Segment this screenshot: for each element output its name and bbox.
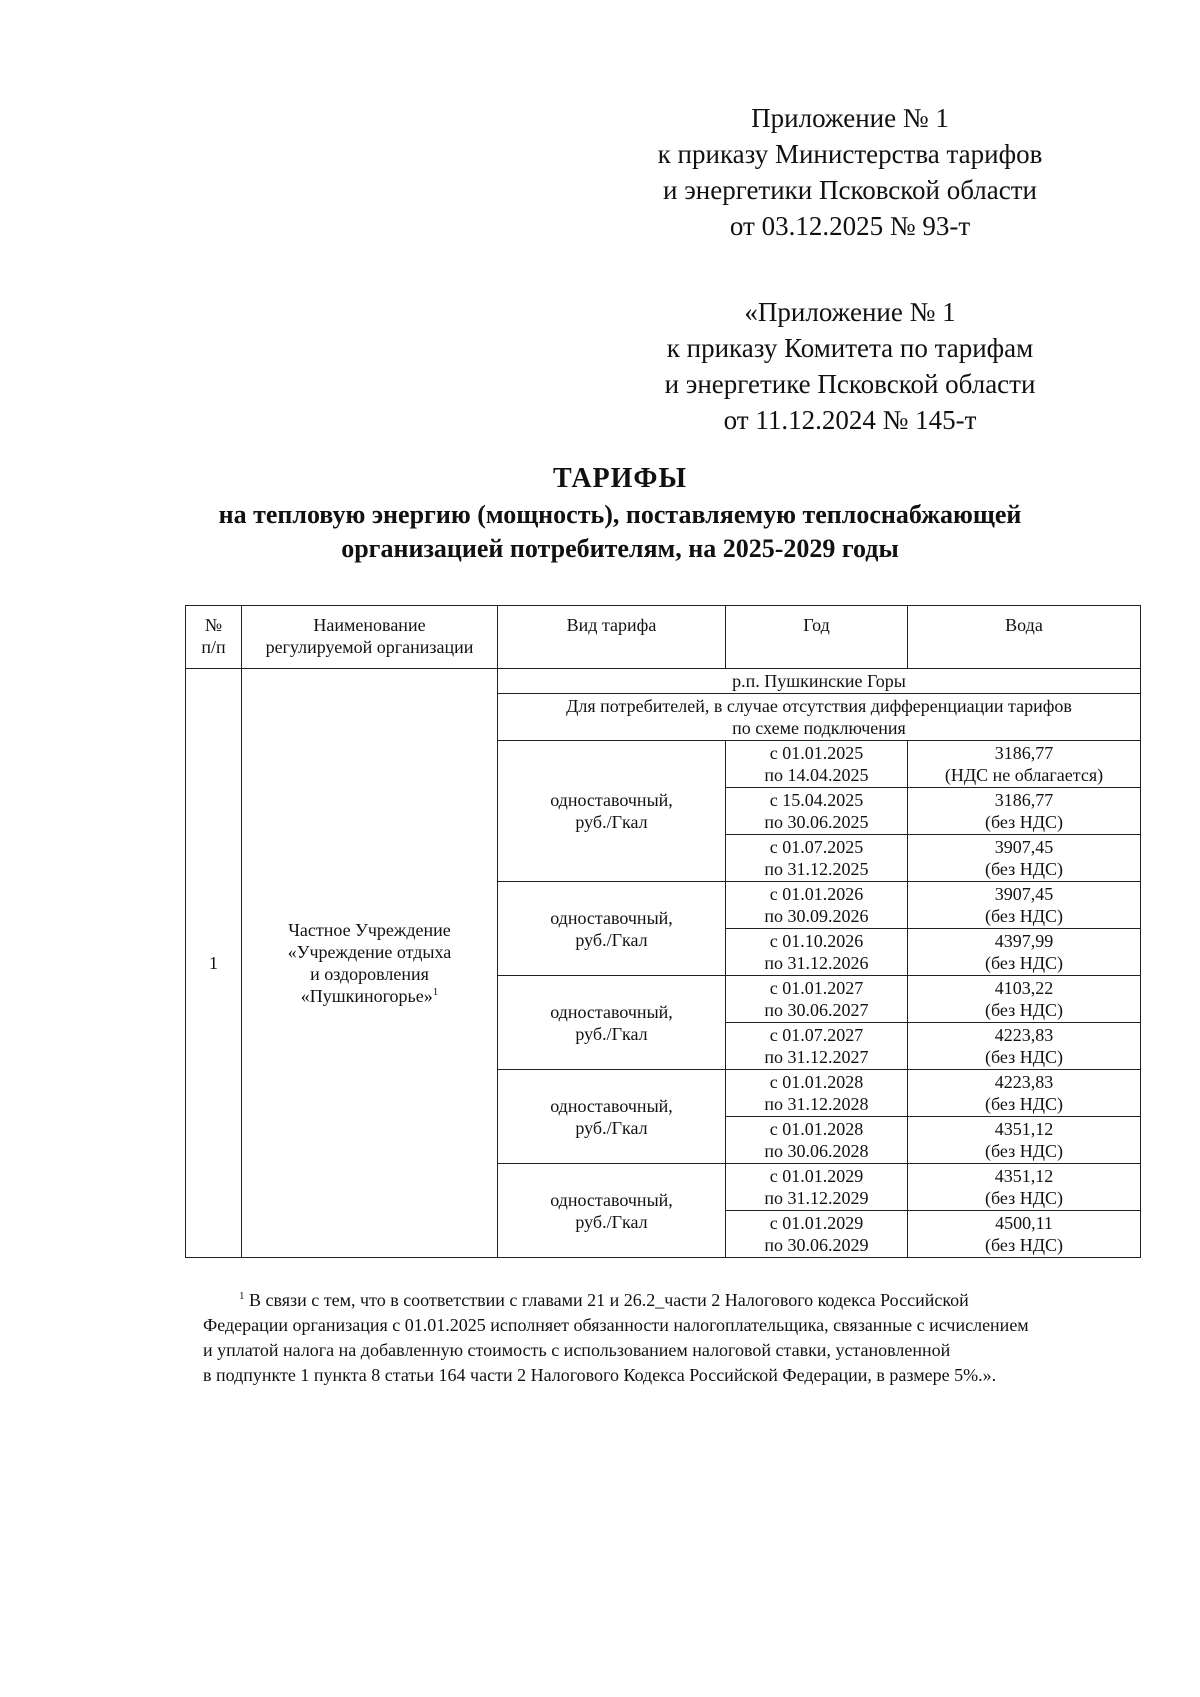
org-line3: и оздоровления bbox=[310, 964, 429, 984]
tariff-value: 3907,45 bbox=[994, 837, 1054, 857]
tariff-type-cell bbox=[498, 1164, 726, 1258]
water-tariff-cell bbox=[908, 976, 1141, 1023]
period-from: с 01.07.2027 bbox=[769, 1025, 864, 1045]
header-number-line2: п/п bbox=[201, 637, 226, 657]
vat-note: (без НДС) bbox=[984, 859, 1063, 879]
water-tariff-cell bbox=[908, 882, 1141, 929]
tariff-type-cell bbox=[498, 741, 726, 882]
consumer-note-line1: Для потребителей, в случае отсутствия дифференциации тарифов bbox=[566, 696, 1072, 716]
tariff-value: 3907,45 bbox=[994, 884, 1054, 904]
document-title bbox=[150, 460, 1090, 566]
period-from: с 01.01.2027 bbox=[769, 978, 864, 998]
org-footnote-mark: 1 bbox=[432, 986, 439, 998]
table-row bbox=[186, 669, 1141, 694]
period-from: с 01.01.2028 bbox=[769, 1119, 864, 1139]
water-tariff-cell bbox=[908, 1023, 1141, 1070]
vat-note: (НДС не облагается) bbox=[944, 765, 1104, 785]
tariff-type-line2: руб./Гкал bbox=[575, 1117, 648, 1138]
appendix-previous-line4: от 11.12.2024 № 145-т bbox=[723, 405, 977, 435]
period-from: с 15.04.2025 bbox=[769, 790, 864, 810]
consumer-note-line2: по схеме подключения bbox=[732, 718, 906, 738]
tariff-type-line2: руб./Гкал bbox=[575, 929, 648, 950]
period-to: по 31.12.2025 bbox=[764, 859, 869, 879]
footnote-line3: и уплатой налога на добавленную стоимость с использованием налоговой ставки, установленной bbox=[203, 1340, 951, 1360]
period-to: по 30.06.2028 bbox=[764, 1141, 869, 1161]
tariff-type-line1: одноставочный, bbox=[550, 1095, 673, 1116]
tariffs-table bbox=[185, 605, 1141, 1258]
period-to: по 14.04.2025 bbox=[764, 765, 869, 785]
tariff-value: 4223,83 bbox=[994, 1072, 1054, 1092]
header-org-line2: регулируемой организации bbox=[265, 637, 474, 657]
appendix-previous-header bbox=[640, 294, 1060, 438]
period-from: с 01.01.2025 bbox=[769, 743, 864, 763]
org-line2: «Учреждение отдыха bbox=[287, 942, 452, 962]
vat-note: (без НДС) bbox=[984, 1235, 1063, 1255]
footnote-mark: 1 bbox=[239, 1290, 245, 1302]
header-org-line1: Наименование bbox=[313, 615, 426, 635]
tariff-type-cell bbox=[498, 1070, 726, 1164]
period-from: с 01.01.2028 bbox=[769, 1072, 864, 1092]
tariff-type-line1: одноставочный, bbox=[550, 1001, 673, 1022]
tariff-type-line1: одноставочный, bbox=[550, 790, 673, 810]
water-tariff-cell bbox=[908, 1070, 1141, 1117]
appendix-previous-line3: и энергетике Псковской области bbox=[664, 369, 1036, 399]
water-tariff-cell bbox=[908, 929, 1141, 976]
period-to: по 30.09.2026 bbox=[764, 906, 869, 926]
appendix-previous-line1: «Приложение № 1 bbox=[744, 297, 956, 327]
appendix-current-line2: к приказу Министерства тарифов bbox=[657, 139, 1043, 169]
period-to: по 31.12.2028 bbox=[764, 1094, 869, 1114]
water-tariff-cell bbox=[908, 1117, 1141, 1164]
tariff-type-line2: руб./Гкал bbox=[575, 812, 648, 832]
period-to: по 30.06.2025 bbox=[764, 812, 869, 832]
water-tariff-cell bbox=[908, 788, 1141, 835]
vat-note: (без НДС) bbox=[984, 1188, 1063, 1208]
org-name-text: «Пушкиногорье» bbox=[300, 986, 433, 1006]
org-line4 bbox=[245, 985, 494, 1007]
water-tariff-cell bbox=[908, 1211, 1141, 1258]
header-year: Год bbox=[726, 606, 908, 669]
tariff-type-cell bbox=[498, 976, 726, 1070]
org-line1: Частное Учреждение bbox=[288, 920, 451, 940]
title-sub-line2: организацией потребителям, на 2025-2029 годы bbox=[341, 534, 899, 563]
water-tariff-cell bbox=[908, 1164, 1141, 1211]
header-number-line1: № bbox=[204, 615, 223, 635]
period-cell bbox=[726, 788, 908, 835]
tariff-value: 3186,77 bbox=[994, 790, 1054, 810]
appendix-current-line4: от 03.12.2025 № 93-т bbox=[729, 211, 971, 241]
period-cell bbox=[726, 929, 908, 976]
vat-note: (без НДС) bbox=[984, 812, 1063, 832]
tariff-type-line2: руб./Гкал bbox=[575, 1023, 648, 1044]
appendix-current-line3: и энергетики Псковской области bbox=[663, 175, 1037, 205]
vat-note: (без НДС) bbox=[984, 953, 1063, 973]
water-tariff-cell bbox=[908, 835, 1141, 882]
period-cell bbox=[726, 1117, 908, 1164]
period-to: по 31.12.2029 bbox=[764, 1188, 869, 1208]
footnote-line2: Федерации организация с 01.01.2025 исполняет обязанности налогоплательщика, связанные с исчислением bbox=[203, 1315, 1029, 1335]
footnote bbox=[203, 1288, 1138, 1388]
water-tariff-cell bbox=[908, 741, 1141, 788]
period-cell bbox=[726, 882, 908, 929]
settlement-cell: р.п. Пушкинские Горы bbox=[498, 669, 1141, 694]
header-water: Вода bbox=[908, 606, 1141, 669]
vat-note: (без НДС) bbox=[984, 1047, 1063, 1067]
tariff-type-cell bbox=[498, 882, 726, 976]
tariff-value: 4397,99 bbox=[994, 931, 1054, 951]
appendix-current-line1: Приложение № 1 bbox=[751, 103, 949, 133]
title-sub-line1: на тепловую энергию (мощность), поставляемую теплоснабжающей bbox=[218, 500, 1022, 529]
organization-name bbox=[242, 669, 498, 1258]
period-to: по 31.12.2027 bbox=[764, 1047, 869, 1067]
period-cell bbox=[726, 741, 908, 788]
header-tariff-type: Вид тарифа bbox=[498, 606, 726, 669]
period-cell bbox=[726, 1164, 908, 1211]
period-cell bbox=[726, 976, 908, 1023]
period-cell bbox=[726, 835, 908, 882]
period-from: с 01.01.2026 bbox=[769, 884, 864, 904]
header-organization bbox=[242, 606, 498, 669]
footnote-line4: в подпункте 1 пункта 8 статьи 164 части 2 Налогового Кодекса Российской Федерации, в размере 5%.». bbox=[203, 1365, 997, 1385]
consumer-note-cell bbox=[498, 694, 1141, 741]
tariff-type-line1: одноставочный, bbox=[550, 1189, 673, 1210]
period-cell bbox=[726, 1023, 908, 1070]
footnote-line1 bbox=[203, 1288, 1138, 1313]
tariff-type-line1: одноставочный, bbox=[550, 907, 673, 928]
header-number bbox=[186, 606, 242, 669]
title-main: ТАРИФЫ bbox=[553, 463, 687, 494]
period-to: по 30.06.2027 bbox=[764, 1000, 869, 1020]
tariff-value: 3186,77 bbox=[994, 743, 1054, 763]
tariff-value: 4103,22 bbox=[994, 978, 1054, 998]
vat-note: (без НДС) bbox=[984, 1000, 1063, 1020]
row-number: 1 bbox=[186, 669, 242, 1258]
period-from: с 01.07.2025 bbox=[769, 837, 864, 857]
vat-note: (без НДС) bbox=[984, 1141, 1063, 1161]
period-from: с 01.01.2029 bbox=[769, 1166, 864, 1186]
period-to: по 31.12.2026 bbox=[764, 953, 869, 973]
tariff-value: 4223,83 bbox=[994, 1025, 1054, 1045]
tariff-value: 4351,12 bbox=[994, 1119, 1054, 1139]
appendix-current-header bbox=[640, 100, 1060, 244]
period-cell bbox=[726, 1211, 908, 1258]
appendix-previous-line2: к приказу Комитета по тарифам bbox=[666, 333, 1034, 363]
period-to: по 30.06.2029 bbox=[764, 1235, 869, 1255]
tariff-value: 4500,11 bbox=[995, 1213, 1053, 1233]
period-from: с 01.10.2026 bbox=[769, 931, 864, 951]
tariff-value: 4351,12 bbox=[994, 1166, 1054, 1186]
period-cell bbox=[726, 1070, 908, 1117]
vat-note: (без НДС) bbox=[984, 1094, 1063, 1114]
period-from: с 01.01.2029 bbox=[769, 1213, 864, 1233]
footnote-line1-text: В связи с тем, что в соответствии с главами 21 и 26.2_части 2 Налогового кодекса Российской bbox=[249, 1290, 969, 1310]
table-header-row bbox=[186, 606, 1141, 669]
vat-note: (без НДС) bbox=[984, 906, 1063, 926]
tariff-type-line2: руб./Гкал bbox=[575, 1211, 648, 1232]
